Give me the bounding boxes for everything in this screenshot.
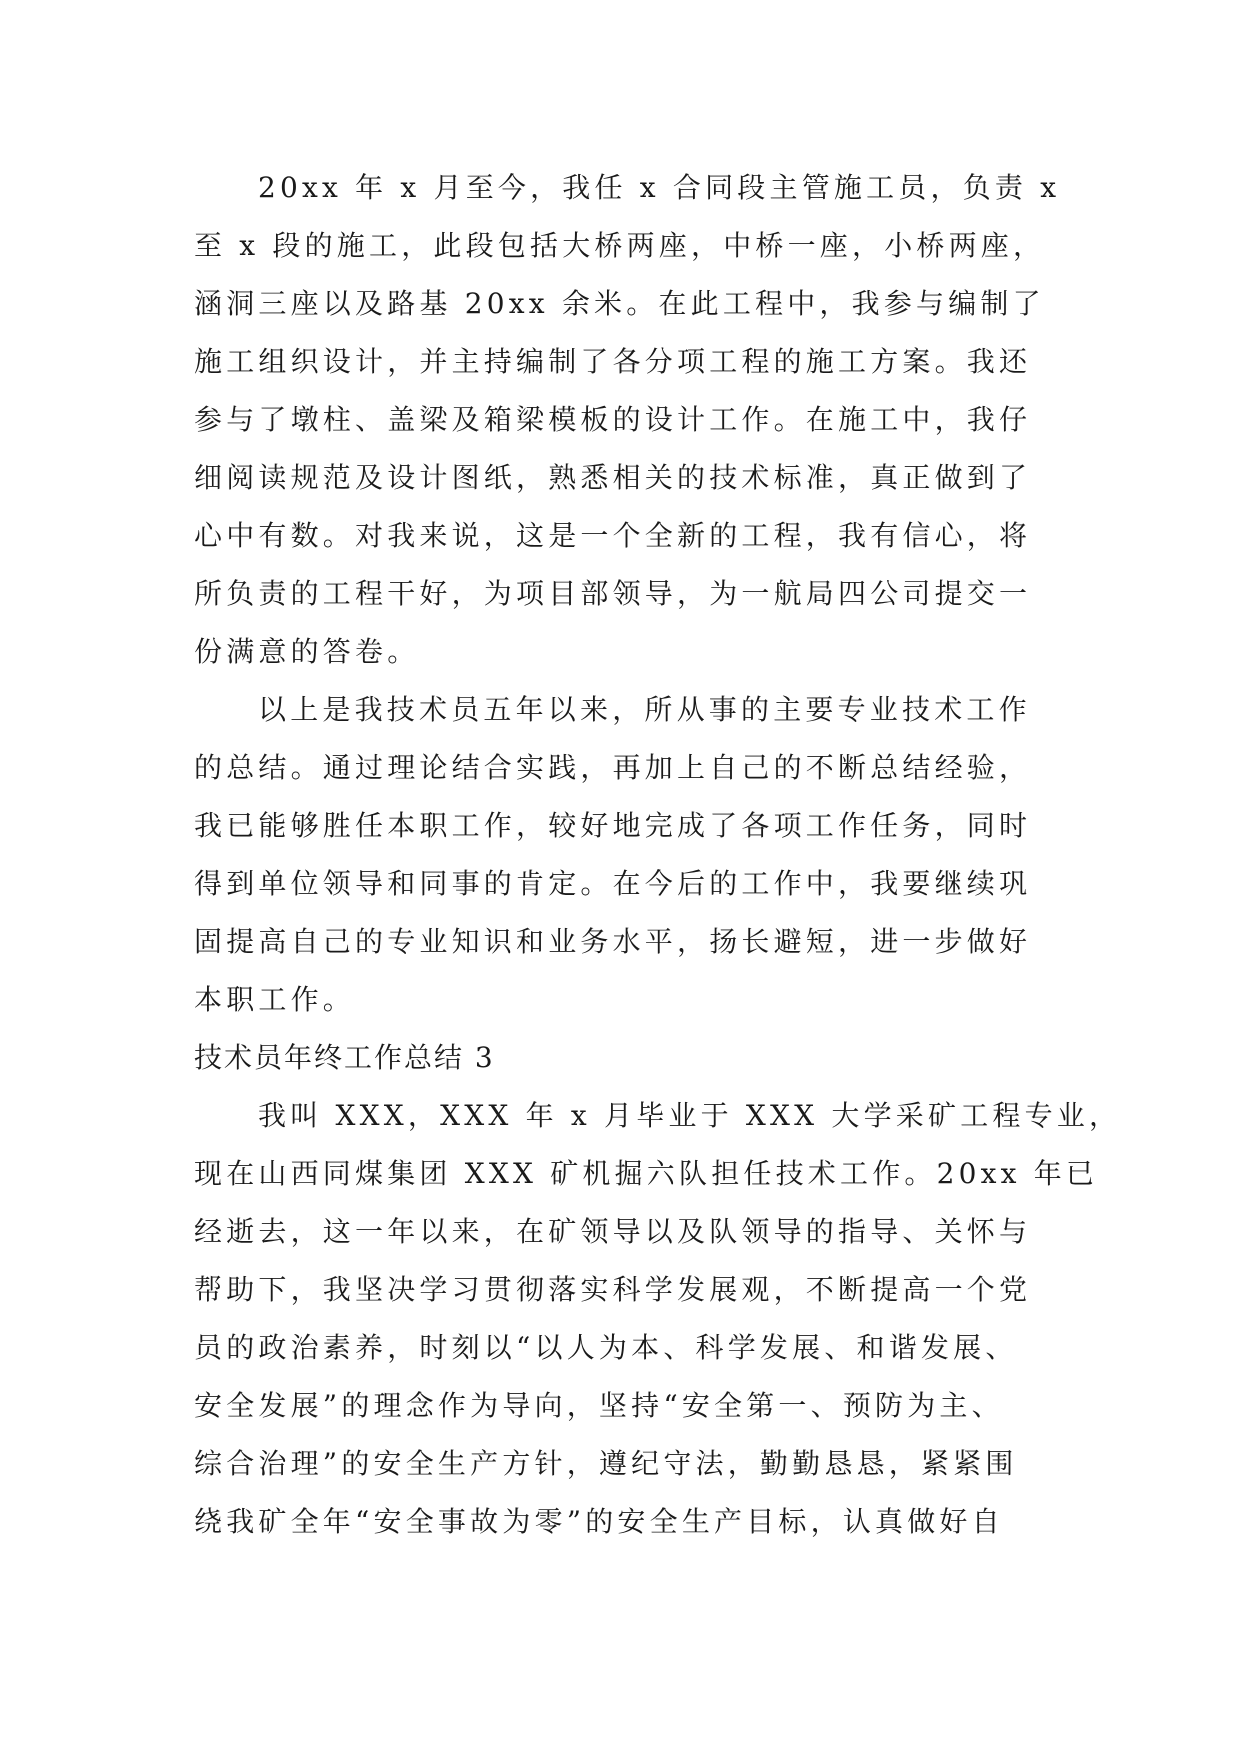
paragraph-1-line-8: 所负责的工程干好，为项目部领导，为一航局四公司提交一 (194, 577, 1032, 610)
paragraph-3-line-1: 我叫 XXX，XXX 年 x 月毕业于 XXX 大学采矿工程专业， (258, 1099, 1122, 1132)
paragraph-2-line-6: 本职工作。 (194, 983, 356, 1016)
paragraph-3-line-3: 经逝去，这一年以来，在矿领导以及队领导的指导、关怀与 (194, 1215, 1032, 1248)
paragraph-1-line-7: 心中有数。对我来说，这是一个全新的工程，我有信心，将 (194, 519, 1032, 552)
paragraph-1-line-2: 至 x 段的施工，此段包括大桥两座，中桥一座，小桥两座， (194, 229, 1046, 262)
paragraph-2-line-2: 的总结。通过理论结合实践，再加上自己的不断总结经验， (194, 751, 1032, 784)
paragraph-1-line-3: 涵洞三座以及路基 20xx 余米。在此工程中，我参与编制了 (194, 287, 1045, 320)
paragraph-3-line-7: 综合治理”的安全生产方针，遵纪守法，勤勤恳恳，紧紧围 (194, 1447, 1018, 1480)
paragraph-1-line-9: 份满意的答卷。 (194, 635, 420, 668)
paragraph-3-line-5: 员的政治素养，时刻以“以人为本、科学发展、和谐发展、 (194, 1331, 1018, 1364)
paragraph-2-line-5: 固提高自己的专业知识和业务水平，扬长避短，进一步做好 (194, 925, 1032, 958)
paragraph-2-line-4: 得到单位领导和同事的肯定。在今后的工作中，我要继续巩 (194, 867, 1032, 900)
paragraph-2-line-3: 我已能够胜任本职工作，较好地完成了各项工作任务，同时 (194, 809, 1032, 842)
paragraph-1-line-4: 施工组织设计，并主持编制了各分项工程的施工方案。我还 (194, 345, 1032, 378)
section-heading: 技术员年终工作总结 3 (194, 1041, 495, 1074)
paragraph-3-line-2: 现在山西同煤集团 XXX 矿机掘六队担任技术工作。20xx 年已 (194, 1157, 1099, 1190)
paragraph-1-line-5: 参与了墩柱、盖梁及箱梁模板的设计工作。在施工中，我仔 (194, 403, 1032, 436)
paragraph-2-line-1: 以上是我技术员五年以来，所从事的主要专业技术工作 (258, 693, 1031, 726)
paragraph-3-line-8: 绕我矿全年“安全事故为零”的安全生产目标，认真做好自 (194, 1505, 1004, 1538)
paragraph-3-line-4: 帮助下，我坚决学习贯彻落实科学发展观，不断提高一个党 (194, 1273, 1032, 1306)
paragraph-1-line-1: 20xx 年 x 月至今，我任 x 合同段主管施工员，负责 x (258, 171, 1061, 204)
paragraph-1-line-6: 细阅读规范及设计图纸，熟悉相关的技术标准，真正做到了 (194, 461, 1032, 494)
paragraph-3-line-6: 安全发展”的理念作为导向，坚持“安全第一、预防为主、 (194, 1389, 1004, 1422)
